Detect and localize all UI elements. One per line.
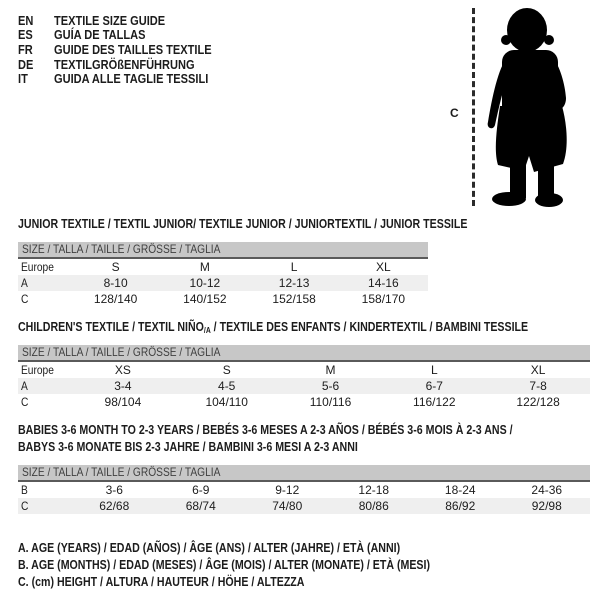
- row-label: B: [21, 483, 28, 497]
- cell: 6-9: [192, 483, 210, 497]
- cell: 86/92: [445, 499, 476, 513]
- cell: 3-6: [105, 483, 123, 497]
- cell: M: [325, 363, 336, 377]
- table-row: [18, 275, 428, 291]
- row-label: Europe: [21, 260, 54, 274]
- table-row: [18, 291, 428, 307]
- section-title-junior: JUNIOR TEXTILE / TEXTIL JUNIOR/ TEXTILE JUNIOR / JUNIORTEXTIL / JUNIOR TESSILE: [18, 217, 468, 231]
- cell: S: [111, 260, 120, 274]
- lang-code: ES: [18, 27, 33, 43]
- cell: XL: [530, 363, 546, 377]
- babies-size-table: [18, 465, 590, 514]
- row-label: A: [21, 276, 28, 290]
- table-row: [18, 394, 590, 410]
- lang-row-es: [18, 28, 239, 43]
- height-measure-dashed-line: [472, 8, 475, 206]
- section-title-babies: BABIES 3-6 MONTH TO 2-3 YEARS / BEBÉS 3-6 MESES A 2-3 AÑOS / BÉBÉS 3-6 MOIS À 2-3 ANS / BABYS 3-6 MONATE BIS 2-3 JAHRE / BAMBINI 3-6 MESI A 2-3 ANNI: [18, 423, 513, 454]
- cell: 10-12: [189, 276, 221, 290]
- table-row: [18, 482, 590, 498]
- cell: 92/98: [531, 499, 562, 513]
- cell: 5-6: [321, 379, 340, 393]
- lang-code: DE: [18, 56, 34, 72]
- lang-row-it: [18, 71, 239, 86]
- cell: S: [222, 363, 231, 377]
- children-size-table: [18, 345, 590, 410]
- lang-row-de: [18, 57, 239, 72]
- cell: 12-18: [358, 483, 390, 497]
- row-label: C: [21, 292, 29, 306]
- table-row: [18, 498, 590, 514]
- size-header-bar: SIZE / TALLA / TAILLE / GRÖSSE / TAGLIA: [18, 465, 590, 482]
- cell: 104/110: [205, 395, 248, 409]
- cell: 68/74: [185, 499, 216, 513]
- cell: 18-24: [444, 483, 476, 497]
- cell: 4-5: [218, 379, 236, 393]
- size-header-bar: SIZE / TALLA / TAILLE / GRÖSSE / TAGLIA: [18, 242, 428, 259]
- lang-code: EN: [18, 12, 34, 28]
- table-row: [18, 259, 428, 275]
- cell: L: [290, 260, 298, 274]
- table-row: [18, 378, 590, 394]
- height-label-c: C: [450, 106, 459, 120]
- cell: 6-7: [425, 379, 443, 393]
- cell: L: [430, 363, 438, 377]
- legend: [18, 540, 503, 591]
- cell: 74/80: [272, 499, 303, 513]
- row-label: A: [21, 379, 28, 393]
- subscript: /A: [203, 326, 211, 335]
- cell: 9-12: [275, 483, 300, 497]
- cell: 140/152: [183, 292, 227, 306]
- cell: 7-8: [529, 379, 547, 393]
- cell: 98/104: [104, 395, 142, 409]
- lang-label: TEXTILE SIZE GUIDE: [54, 12, 166, 28]
- legend-line-b: B. AGE (MONTHS) / EDAD (MESES) / ÂGE (MOIS) / ALTER (MONATE) / ETÀ (MESI): [18, 558, 431, 572]
- row-label: Europe: [21, 363, 54, 377]
- cell: M: [199, 260, 210, 274]
- cell: 24-36: [531, 483, 563, 497]
- junior-size-table: [18, 242, 428, 307]
- size-header-bar: SIZE / TALLA / TAILLE / GRÖSSE / TAGLIA: [18, 345, 590, 362]
- lang-row-fr: [18, 42, 239, 57]
- lang-row-en: [18, 13, 239, 28]
- cell: 110/116: [309, 395, 352, 409]
- lang-label: GUIDA ALLE TAGLIE TESSILI: [54, 71, 209, 87]
- cell: 122/128: [516, 395, 560, 409]
- table-row: [18, 362, 590, 378]
- cell: 12-13: [278, 276, 310, 290]
- legend-line-a: A. AGE (YEARS) / EDAD (AÑOS) / ÂGE (ANS) / ALTER (JAHRE) / ETÀ (ANNI): [18, 541, 401, 555]
- cell: 14-16: [368, 276, 399, 290]
- lang-code: IT: [18, 71, 28, 87]
- language-header: [18, 13, 239, 86]
- cell: 8-10: [103, 276, 128, 290]
- lang-code: FR: [18, 41, 33, 57]
- cell: 158/170: [361, 292, 406, 306]
- cell: 80/86: [358, 499, 389, 513]
- baby-silhouette-figure: [484, 6, 588, 208]
- cell: 62/68: [99, 499, 130, 513]
- cell: 128/140: [93, 292, 138, 306]
- row-label: C: [21, 499, 29, 513]
- lang-label: GUÍA DE TALLAS: [54, 27, 146, 43]
- cell: XL: [376, 260, 391, 274]
- cell: XS: [114, 363, 131, 377]
- lang-label: TEXTILGRÖßENFÜHRUNG: [54, 56, 195, 72]
- cell: 3-4: [114, 379, 132, 393]
- legend-line-c: C. (cm) HEIGHT / ALTURA / HAUTEUR / HÖHE / ALTEZZA: [18, 575, 305, 589]
- section-title-children: CHILDREN'S TEXTILE / TEXTIL $NIÑO_{/A}$ / TEXTILE DES ENFANTS / KINDERTEXTIL / BAMBINI TESSILE: [18, 320, 529, 335]
- lang-label: GUIDE DES TAILLES TEXTILE: [54, 41, 212, 57]
- row-label: C: [21, 395, 29, 409]
- cell: 116/122: [413, 395, 456, 409]
- cell: 152/158: [272, 292, 316, 306]
